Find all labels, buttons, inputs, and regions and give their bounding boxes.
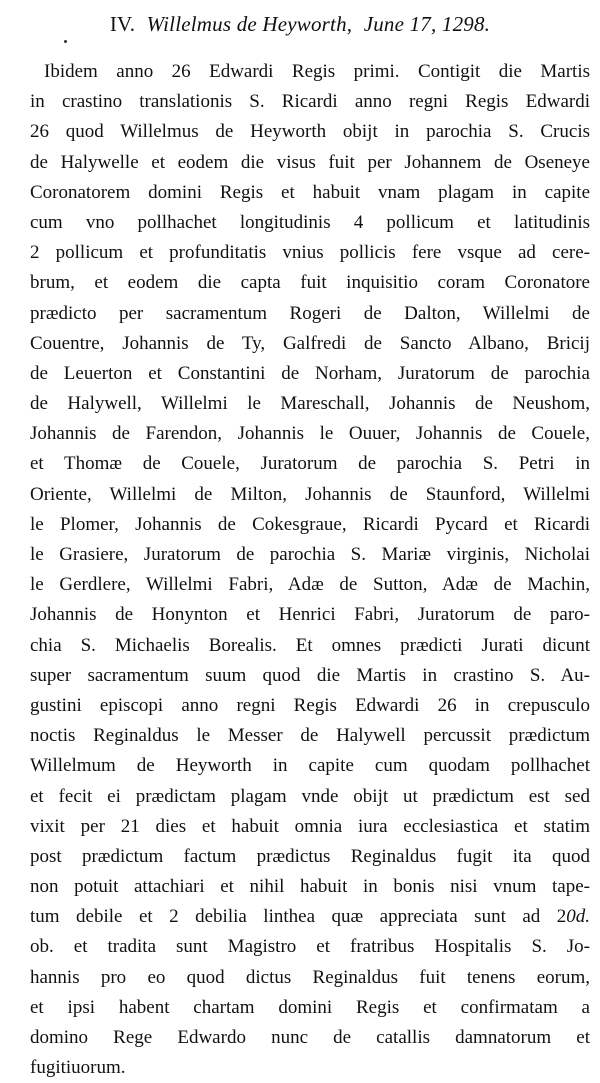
- text-line: Ibidem anno 26 Edwardi Regis primi. Contigit die Martis: [44, 61, 590, 82]
- text-line: Oriente, Willelmi de Milton, Johannis de Staunford, Willelmi: [30, 483, 590, 505]
- text-line: le Grasiere, Juratorum de parochia S. Mariæ virginis, Nicholai: [30, 544, 590, 565]
- text-line: Johannis de Farendon, Johannis le Ouuer, Johannis de Couele,: [30, 423, 590, 445]
- entry-title: Willelmus de Heyworth,: [146, 12, 353, 36]
- text-line: 2 pollicum et profunditatis vnius pollicis fere vsque ad cere-: [30, 242, 590, 264]
- text-line: chia S. Michaelis Borealis. Et omnes prædicti Jurati dicunt: [30, 634, 590, 656]
- text-line: 26 quod Willelmus de Heyworth obijt in parochia S. Crucis: [30, 121, 590, 143]
- text-line: noctis Reginaldus le Messer de Halywell percussit prædictum: [30, 725, 590, 747]
- text-line: Couentre, Johannis de Ty, Galfredi de Sancto Albano, Bricij: [30, 332, 590, 354]
- text-line: ob. et tradita sunt Magistro et fratribus Hospitalis S. Jo-: [30, 936, 590, 958]
- text-line: et fecit ei prædictam plagam vnde obijt ut prædictum est sed: [30, 785, 590, 807]
- text-line: domino Rege Edwardo nunc de catallis damnatorum et: [30, 1027, 590, 1048]
- text-line: le Gerdlere, Willelmi Fabri, Adæ de Sutton, Adæ de Machin,: [30, 574, 590, 596]
- text-line: et ipsi habent chartam domini Regis et confirmatam a: [30, 996, 590, 1018]
- text-line: fugitiuorum.: [30, 1057, 126, 1079]
- entry-number: IV.: [109, 12, 136, 36]
- text-line: Coronatorem domini Regis et habuit vnam plagam in capite: [30, 181, 590, 203]
- entry-date: June 17, 1298.: [363, 12, 491, 36]
- text-line: de Leuerton et Constantini de Norham, Juratorum de parochia: [30, 362, 590, 384]
- text-line: vixit per 21 dies et habuit omnia iura ecclesiastica et statim: [30, 815, 590, 837]
- text-line: le Plomer, Johannis de Cokesgraue, Ricardi Pycard et Ricardi: [30, 513, 590, 535]
- margin-dot: [64, 40, 67, 43]
- text-line: Johannis de Honynton et Henrici Fabri, Juratorum de paro-: [30, 604, 590, 626]
- text-line: et Thomæ de Couele, Juratorum de parochia S. Petri in: [30, 453, 590, 475]
- text-line: gustini episcopi anno regni Regis Edwardi 26 in crepusculo: [30, 694, 590, 716]
- text-line: brum, et eodem die capta fuit inquisitio coram Coronatore: [30, 272, 590, 294]
- text-line: prædicto per sacramentum Rogeri de Dalton, Willelmi de: [30, 302, 590, 324]
- text-line: Willelmum de Heyworth in capite cum quodam pollhachet: [30, 755, 590, 777]
- text-line: de Halywelle et eodem die visus fuit per Johannem de Oseneye: [30, 151, 590, 173]
- text-line: post prædictum factum prædictus Reginaldus fugit ita quod: [30, 845, 590, 867]
- entry-body: [30, 57, 590, 1083]
- text-line: tum debile et 2 debilia linthea quæ appreciata sunt ad 20d.: [30, 906, 590, 928]
- text-line: de Halywell, Willelmi le Mareschall, Johannis de Neushom,: [30, 393, 590, 415]
- text-line: cum vno pollhachet longitudinis 4 pollicum et latitudinis: [30, 211, 590, 233]
- text-line: in crastino translationis S. Ricardi anno regni Regis Edwardi: [30, 91, 590, 113]
- entry-heading: [0, 10, 600, 38]
- text-line: hannis pro eo quod dictus Reginaldus fuit tenens eorum,: [30, 966, 590, 988]
- text-line: super sacramentum suum quod die Martis in crastino S. Au-: [30, 664, 590, 686]
- text-line: non potuit attachiari et nihil habuit in bonis nisi vnum tape-: [30, 876, 590, 898]
